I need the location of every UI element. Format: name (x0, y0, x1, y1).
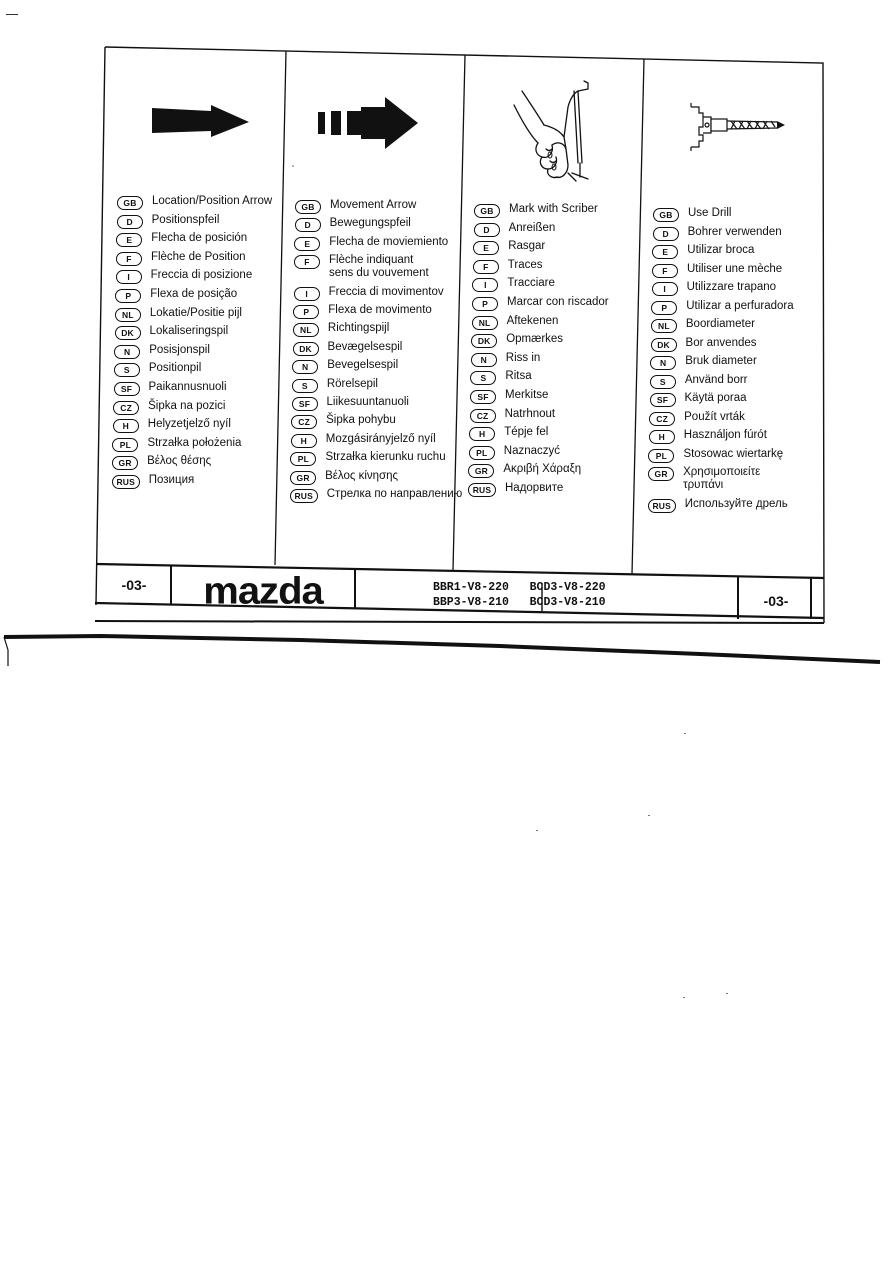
language-code-badge: S (292, 379, 318, 393)
legend-item-label: Strzałka położenia (147, 436, 242, 449)
legend-item-f (294, 254, 429, 280)
legend-item-label: Bor anvendes (685, 336, 757, 349)
legend-item-label: Flexa de posição (150, 288, 238, 300)
brand-logo-text: mazda (203, 569, 323, 612)
language-code-badge: DK (471, 334, 497, 348)
legend-item-cz (113, 400, 225, 415)
legend-item-f (473, 259, 543, 274)
language-code-badge: SF (470, 390, 496, 404)
legend-item-label: Helyzetjelző nyíl (147, 418, 231, 431)
legend-item-label: Utilizar a perfuradora (686, 299, 794, 312)
legend-item-s (292, 378, 378, 393)
language-code-badge: P (293, 305, 319, 319)
legend-item-label: Šipka pohybu (326, 414, 396, 427)
legend-item-dk (115, 325, 229, 340)
legend-item-label: Rörelsepil (326, 377, 378, 390)
legend-item-pl (112, 437, 241, 452)
legend-item-label: Marcar con riscador (507, 296, 609, 308)
language-code-badge: D (117, 215, 143, 229)
language-code-badge: E (116, 233, 142, 247)
language-code-badge: H (291, 434, 317, 448)
movement-arrow-icon (285, 45, 463, 195)
legend-item-d (117, 214, 220, 229)
language-code-badge: GR (648, 467, 674, 481)
legend-item-dk (471, 333, 563, 348)
legend-item-sf (470, 389, 548, 404)
language-code-badge: I (116, 270, 142, 284)
legend-item-label: Utilizar broca (687, 244, 755, 256)
language-code-badge: RUS (112, 475, 140, 489)
legend-item-label: Natrhnout (504, 407, 556, 420)
legend-item-label: Použít vrták (684, 410, 745, 423)
legend-item-label: Βέλος κίνησης (325, 469, 399, 482)
language-code-badge: GB (117, 196, 143, 210)
part-code: BCD3-V8-220 (529, 581, 606, 594)
legend-item-cz (649, 411, 745, 426)
legend-item-n (650, 355, 757, 370)
language-code-badge: N (471, 353, 497, 367)
language-code-badge: N (650, 356, 676, 370)
legend-item-e (294, 236, 448, 251)
legend-item-rus (648, 498, 788, 513)
language-code-badge: F (652, 264, 678, 278)
language-code-badge: H (649, 430, 675, 444)
legend-item-s (470, 370, 531, 385)
part-code-row-2 (433, 595, 743, 610)
language-code-badge: NL (115, 308, 141, 322)
language-code-badge: D (653, 227, 679, 241)
fold-line (0, 632, 893, 666)
scan-speck (726, 993, 728, 994)
legend-item-s (114, 362, 201, 377)
language-code-badge: GB (653, 208, 679, 222)
language-code-badge: F (294, 255, 320, 269)
legend-item-gr (290, 470, 398, 485)
language-code-badge: DK (293, 342, 319, 356)
language-code-badge: E (473, 241, 499, 255)
legend-item-i (116, 269, 253, 284)
legend-item-label: Strzałka kierunku ruchu (325, 451, 446, 464)
language-code-badge: H (469, 427, 495, 441)
legend-item-label: Bevægelsespil (327, 340, 403, 353)
legend-item-label: Χρησιμοποιείτε τρυπάνι (683, 466, 761, 491)
page-number-left-text: -03- (121, 577, 147, 593)
language-code-badge: S (650, 375, 676, 389)
column-movement-arrow (285, 45, 463, 570)
language-code-badge: I (294, 287, 320, 301)
language-code-badge: GR (112, 456, 138, 470)
legend-item-label: Rasgar (508, 240, 546, 253)
legend-item-label: Mozgásirányjelző nyíl (325, 432, 436, 445)
legend-item-nl (472, 315, 559, 330)
language-code-badge: CZ (291, 415, 317, 429)
legend-item-label: Flèche indiquant sens du vouvement (328, 254, 429, 280)
legend-item-pl (469, 445, 560, 460)
legend-item-label: Mark with Scriber (509, 203, 598, 215)
language-code-badge: I (472, 278, 498, 292)
legend-item-d (474, 222, 556, 237)
legend-item-n (114, 344, 210, 359)
part-code-row-1 (433, 580, 743, 595)
drill-bit-icon (643, 45, 821, 195)
language-code-badge: D (474, 223, 500, 237)
legend-item-cz (470, 408, 556, 423)
language-code-badge: P (651, 301, 677, 315)
legend-item-label: Bruk diameter (685, 355, 757, 367)
language-code-badge: SF (292, 397, 318, 411)
legend-item-label: Liikesuuntanuoli (326, 396, 409, 408)
legend-item-d (653, 226, 782, 241)
legend-item-p (293, 304, 432, 319)
legend-item-p (472, 296, 609, 311)
legend-item-label: Location/Position Arrow (152, 195, 273, 207)
legend-item-label: Use Drill (688, 207, 732, 219)
corner-mark (6, 14, 18, 15)
scriber-hand-icon (464, 45, 642, 195)
legend-item-gr (648, 466, 760, 492)
legend-item-f (652, 263, 782, 278)
legend-item-e (473, 240, 545, 255)
legend-item-sf (650, 392, 747, 407)
legend-item-rus (112, 474, 194, 489)
legend-item-p (115, 288, 237, 303)
legend-item-label: Opmærkes (506, 333, 564, 346)
language-code-badge: PL (112, 438, 138, 452)
legend-item-label: Bewegungspfeil (329, 217, 411, 230)
legend-item-nl (293, 322, 389, 337)
legend-item-label: Надорвите (505, 482, 564, 494)
part-codes (433, 580, 743, 610)
legend-item-gb (474, 203, 598, 218)
legend-item-h (649, 429, 767, 444)
legend-item-e (116, 232, 247, 247)
language-code-badge: PL (648, 449, 674, 463)
scan-speck (536, 830, 538, 831)
part-code: BBP3-V8-210 (433, 596, 509, 609)
scan-speck (683, 997, 685, 998)
legend-item-label: Stosowac wiertarkę (683, 447, 784, 460)
legend-item-label: Anreißen (508, 221, 556, 234)
legend-item-s (650, 374, 748, 389)
language-code-badge: N (114, 345, 140, 359)
legend-item-label: Merkitse (505, 389, 549, 401)
legend-item-pl (290, 451, 445, 466)
legend-item-dk (651, 337, 757, 352)
language-code-badge: D (295, 218, 321, 232)
position-arrow-icon (107, 45, 285, 195)
language-code-badge: GR (290, 471, 316, 485)
legend-item-sf (114, 381, 227, 396)
legend-item-gb (117, 195, 272, 210)
legend-item-h (113, 418, 231, 433)
legend-item-pl (648, 448, 783, 463)
legend-item-i (472, 277, 555, 292)
legend-item-gb (653, 207, 731, 222)
language-code-badge: NL (472, 316, 498, 330)
legend-item-label: Positionpil (148, 362, 202, 375)
legend-item-label: Traces (507, 258, 543, 271)
legend-item-label: Позиция (148, 474, 195, 486)
instruction-sheet (95, 45, 825, 623)
legend-item-gr (112, 455, 211, 470)
legend-item-label: Használjon fúrót (683, 429, 767, 441)
legend-item-label: Posisjonspil (149, 343, 210, 356)
language-code-badge: I (652, 282, 678, 296)
legend-item-label: Bevegelsespil (327, 359, 399, 372)
language-code-badge: GR (468, 464, 494, 478)
language-code-badge: E (294, 237, 320, 251)
legend-item-label: Movement Arrow (330, 199, 417, 211)
legend-item-n (471, 352, 541, 367)
language-code-badge: NL (651, 319, 677, 333)
column-scriber (464, 45, 642, 570)
legend-item-label: Tépje fel (504, 426, 549, 439)
legend-item-nl (651, 318, 755, 333)
legend-item-label: Paikannusnuoli (148, 381, 227, 393)
legend-item-label: Positionspfeil (151, 213, 220, 226)
legend-item-n (292, 359, 398, 374)
legend-item-label: Lokatie/Positie pijl (149, 306, 242, 319)
legend-item-h (469, 426, 548, 441)
language-code-badge: S (114, 363, 140, 377)
scan-speck (648, 815, 650, 816)
legend-item-label: Använd borr (684, 373, 748, 386)
language-code-badge: SF (650, 393, 676, 407)
language-code-badge: F (116, 252, 142, 266)
language-code-badge: GB (474, 204, 500, 218)
legend-item-label: Freccia di movimentov (328, 285, 444, 298)
legend-item-cz (291, 414, 396, 429)
language-code-badge: H (113, 419, 139, 433)
legend-item-label: Riss in (505, 351, 541, 364)
language-code-badge: DK (115, 326, 141, 340)
language-code-badge: DK (651, 338, 677, 352)
legend-item-rus (468, 482, 563, 497)
legend-item-label: Aftekenen (506, 314, 559, 327)
legend-item-label: Flecha de moviemiento (329, 235, 449, 248)
legend-item-label: Используйте дрель (684, 497, 788, 510)
language-code-badge: F (473, 260, 499, 274)
legend-item-rus (290, 488, 463, 503)
legend-item-label: Flèche de Position (150, 250, 246, 263)
legend-item-label: Utiliser une mèche (686, 262, 783, 275)
column-position-arrow (107, 45, 285, 570)
mazda-logo (173, 569, 353, 612)
language-code-badge: N (292, 360, 318, 374)
legend-item-label: Šipka na pozici (148, 399, 226, 412)
language-code-badge: S (470, 371, 496, 385)
legend-item-i (294, 286, 444, 301)
legend-item-sf (292, 396, 409, 411)
legend-item-h (291, 433, 436, 448)
language-code-badge: RUS (648, 499, 676, 513)
language-code-badge: CZ (470, 409, 496, 423)
legend-item-e (652, 244, 754, 259)
legend-item-label: Стрелка по направлению (326, 488, 463, 500)
part-code: BBR1-V8-220 (433, 581, 509, 594)
language-code-badge: PL (290, 452, 316, 466)
legend-item-nl (115, 307, 242, 322)
legend-item-label: Βέλος θέσης (147, 455, 212, 468)
language-code-badge: GB (295, 200, 321, 214)
legend-item-label: Bohrer verwenden (687, 225, 782, 238)
column-drill (643, 45, 821, 570)
legend-item-label: Naznaczyć (503, 444, 561, 457)
legend-item-label: Richtingspijl (327, 322, 390, 335)
part-code: BCD3-V8-210 (529, 596, 606, 609)
legend-item-label: Freccia di posizione (150, 269, 253, 282)
page-number-left (97, 566, 171, 604)
language-code-badge: P (115, 289, 141, 303)
legend-item-dk (293, 341, 403, 356)
legend-item-label: Utilizzare trapano (686, 281, 777, 293)
legend-item-i (652, 281, 776, 296)
legend-item-label: Boordiameter (685, 318, 755, 330)
legend-item-gr (468, 463, 581, 478)
page-number-right-text: -03- (763, 593, 789, 609)
legend-item-label: Lokaliseringspil (149, 325, 229, 338)
language-code-badge: P (472, 297, 498, 311)
language-code-badge: CZ (649, 412, 675, 426)
legend-item-d (295, 217, 411, 232)
language-code-badge: SF (114, 382, 140, 396)
legend-item-label: Ακριβή Χάραξη (503, 463, 582, 476)
legend-item-label: Käytä poraa (684, 392, 747, 404)
legend-item-p (651, 300, 793, 315)
language-code-badge: PL (469, 446, 495, 460)
legend-item-label: Ritsa (505, 370, 532, 383)
language-code-badge: E (652, 245, 678, 259)
language-code-badge: CZ (113, 401, 139, 415)
language-code-badge: RUS (290, 489, 318, 503)
legend-item-f (116, 251, 246, 266)
language-code-badge: NL (293, 323, 319, 337)
legend-item-gb (295, 199, 416, 214)
legend-item-label: Flexa de movimento (328, 304, 432, 316)
language-code-badge: RUS (468, 483, 496, 497)
legend-item-label: Tracciare (507, 277, 555, 290)
legend-item-label: Flecha de posición (151, 232, 248, 245)
scan-speck (684, 733, 686, 734)
page-number-right (740, 582, 812, 620)
